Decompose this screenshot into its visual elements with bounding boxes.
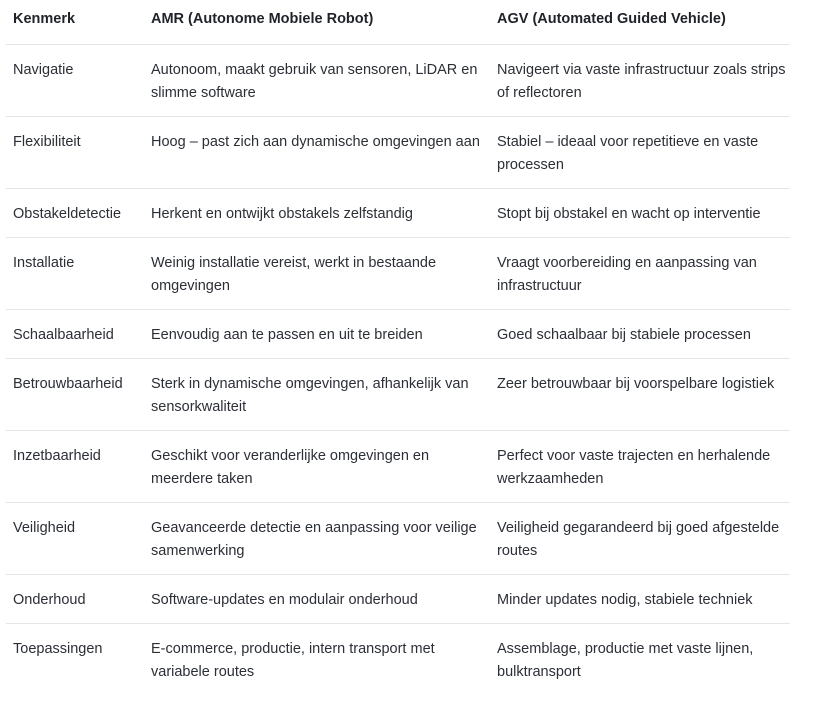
row-agv-cell: Minder updates nodig, stabiele techniek [490,575,790,624]
row-feature-cell: Betrouwbaarheid [6,359,144,431]
row-amr-cell: E-commerce, productie, intern transport met variabele routes [151,641,435,680]
row-agv-cell: Stopt bij obstakel en wacht op interventie [490,189,790,238]
row-feature-cell: Onderhoud [6,575,144,624]
row-feature-cell: Navigatie [6,45,144,117]
row-amr-cell: Weinig installatie vereist, werkt in bestaande omgevingen [144,238,490,310]
row-feature-cell: Installatie [6,238,144,310]
row-feature-cell: Obstakeldetectie [6,189,144,238]
header-agv: AGV (Automated Guided Vehicle) [490,0,790,45]
row-feature-cell: Schaalbaarheid [6,310,144,359]
row-agv-cell: Perfect voor vaste trajecten en herhalende werkzaamheden [490,431,790,503]
header-amr: AMR (Autonome Mobiele Robot) [144,0,490,45]
row-agv-cell: Zeer betrouwbaar bij voorspelbare logistiek [490,359,790,431]
table-row [6,310,790,359]
table-header-row [6,0,790,45]
row-agv-cell: Assemblage, productie met vaste lijnen, bulktransport [497,641,754,680]
table-row [6,238,790,310]
row-amr-cell: Software-updates en modulair onderhoud [144,575,490,624]
table-row [6,189,790,238]
row-amr-cell: Autonoom, maakt gebruik van sensoren, LiDAR en slimme software [144,45,490,117]
row-amr-cell: Geschikt voor veranderlijke omgevingen en meerdere taken [144,431,490,503]
table-row [6,359,790,431]
table-row [6,117,790,189]
row-agv-cell: Navigeert via vaste infrastructuur zoals strips of reflectoren [490,45,790,117]
row-amr-cell: Eenvoudig aan te passen en uit te breiden [144,310,490,359]
row-amr-cell: Herkent en ontwijkt obstakels zelfstandig [144,189,490,238]
table-row [6,575,790,624]
row-agv-cell: Vraagt voorbereiding en aanpassing van infrastructuur [490,238,790,310]
row-feature-cell: Inzetbaarheid [6,431,144,503]
row-amr-cell: Sterk in dynamische omgevingen, afhankelijk van sensorkwaliteit [144,359,490,431]
row-amr-cell: Hoog – past zich aan dynamische omgevingen aan [144,117,490,189]
table-row [6,431,790,503]
row-agv-cell: Veiligheid gegarandeerd bij goed afgestelde routes [490,503,790,575]
comparison-table [6,0,790,695]
row-feature-cell: Veiligheid [6,503,144,575]
row-feature-cell: Toepassingen [13,641,103,657]
header-kenmerk: Kenmerk [6,0,144,45]
row-amr-cell: Geavanceerde detectie en aanpassing voor veilige samenwerking [144,503,490,575]
row-feature-cell: Flexibiliteit [6,117,144,189]
row-agv-cell: Goed schaalbaar bij stabiele processen [490,310,790,359]
table-row [6,503,790,575]
table-row [6,624,790,696]
row-agv-cell: Stabiel – ideaal voor repetitieve en vaste processen [490,117,790,189]
table-row [6,45,790,117]
